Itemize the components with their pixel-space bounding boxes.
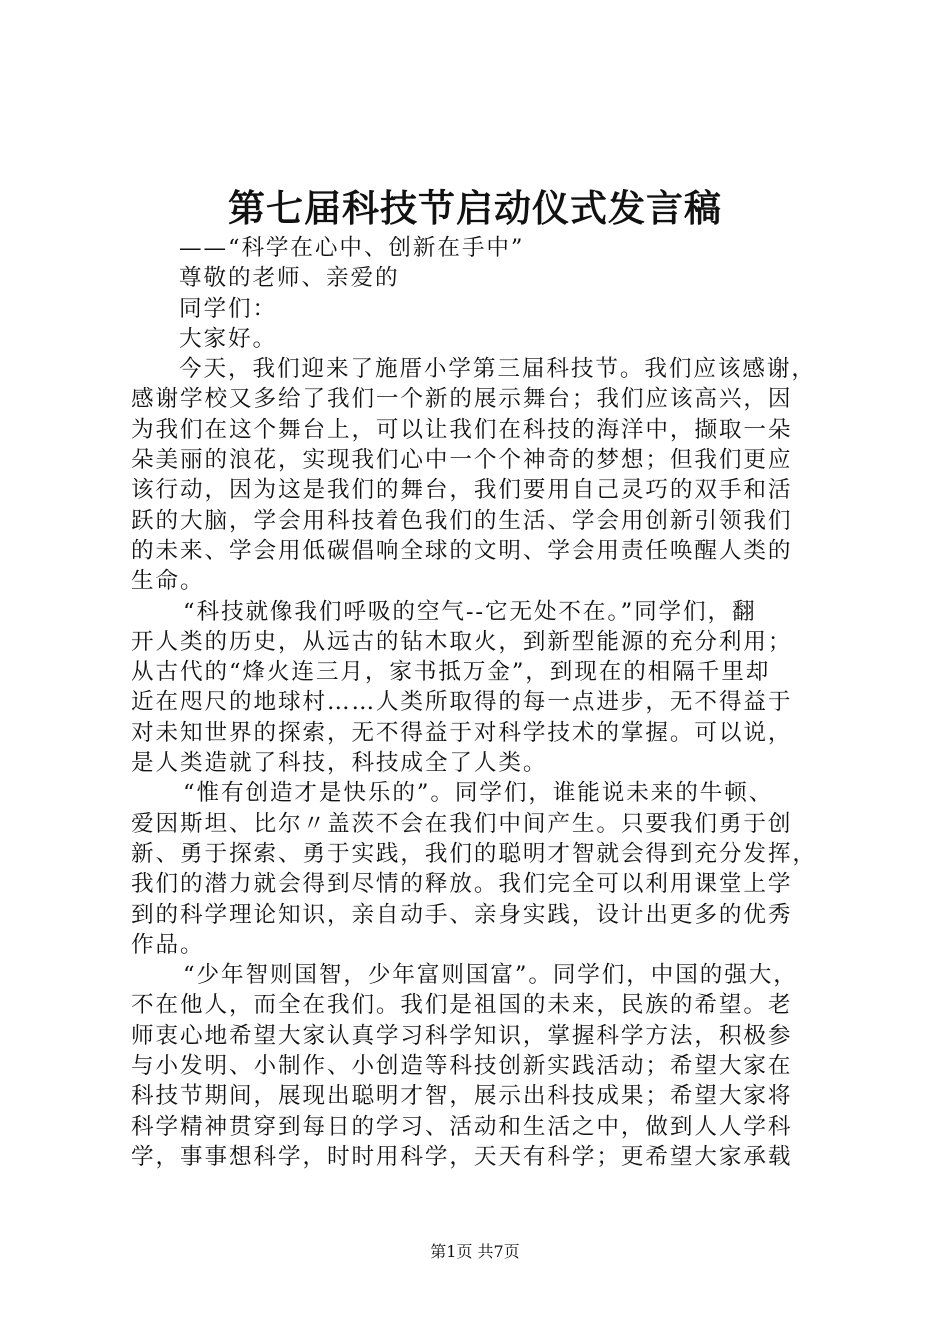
- subtitle-line: ——“科学在心中、创新在手中”: [179, 235, 525, 261]
- paragraph-line: 该行动，因为这是我们的舞台，我们要用自己灵巧的双手和活: [131, 477, 793, 504]
- paragraph-line: 作品。: [131, 931, 205, 958]
- paragraph-line: 开人类的历史，从远古的钻木取火，到新型能源的充分利用；: [131, 628, 793, 655]
- paragraph-line: 师衷心地希望大家认真学习科学知识，掌握科学方法，积极参: [131, 1022, 793, 1049]
- paragraph-line: 新、勇于探索、勇于实践，我们的聪明才智就会得到充分发挥，: [131, 840, 817, 867]
- paragraph-line: 对未知世界的探索，无不得益于对科学技术的掌握。可以说，: [131, 719, 793, 746]
- paragraph-line: 的未来、学会用低碳倡响全球的文明、学会用责任唤醒人类的: [131, 537, 793, 564]
- paragraph-line: “惟有创造才是快乐的”。同学们，谁能说未来的牛顿、: [183, 780, 774, 807]
- paragraph-line: 跃的大脑，学会用科技着色我们的生活、学会用创新引领我们: [131, 507, 793, 534]
- document-body: [131, 233, 831, 1172]
- paragraph-line: 朵美丽的浪花，实现我们心中一个个神奇的梦想；但我们更应: [131, 447, 793, 474]
- paragraph-line: 与小发明、小制作、小创造等科技创新实践活动；希望大家在: [131, 1053, 793, 1080]
- page-number-footer: 第1页 共7页: [430, 1242, 520, 1261]
- paragraph-line: 学，事事想科学，时时用科学，天天有科学；更希望大家承载: [131, 1143, 793, 1170]
- paragraph-line: 是人类造就了科技，科技成全了人类。: [131, 750, 548, 777]
- paragraph-line: 爱因斯坦、比尔〃盖茨不会在我们中间产生。只要我们勇于创: [131, 810, 793, 837]
- paragraph-line: 科技节期间，展现出聪明才智，展示出科技成果；希望大家将: [131, 1083, 793, 1110]
- paragraph-line: 科学精神贯穿到每日的学习、活动和生活之中，做到人人学科: [131, 1113, 793, 1140]
- paragraph-line: “少年智则国智，少年富则国富”。同学们，中国的强大，: [183, 962, 798, 989]
- salutation-line: 尊敬的老师、亲爱的: [179, 265, 400, 292]
- paragraph-line: 不在他人，而全在我们。我们是祖国的未来，民族的希望。老: [131, 992, 793, 1019]
- paragraph-line: 从古代的“烽火连三月，家书抵万金”，到现在的相隔千里却: [131, 659, 771, 686]
- paragraph-line: 感谢学校又多给了我们一个新的展示舞台；我们应该高兴，因: [131, 386, 793, 413]
- paragraph-line: 为我们在这个舞台上，可以让我们在科技的海洋中，撷取一朵: [131, 416, 793, 443]
- paragraph-line: 近在咫尺的地球村……人类所取得的每一点进步，无不得益于: [131, 689, 793, 716]
- paragraph-line: “科技就像我们呼吸的空气--它无处不在。”同学们，翻: [183, 598, 757, 625]
- paragraph-line: 到的科学理论知识，亲自动手、亲身实践，设计出更多的优秀: [131, 901, 793, 928]
- paragraph-line: 我们的潜力就会得到尽情的释放。我们完全可以利用课堂上学: [131, 871, 793, 898]
- salutation-line: 同学们：: [179, 295, 277, 322]
- paragraph-line: 今天，我们迎来了施厝小学第三届科技节。我们应该感谢，: [179, 356, 816, 383]
- paragraph-line: 生命。: [131, 568, 205, 595]
- greeting-line: 大家好。: [179, 325, 277, 352]
- document-title: 第七届科技节启动仪式发言稿: [228, 186, 722, 230]
